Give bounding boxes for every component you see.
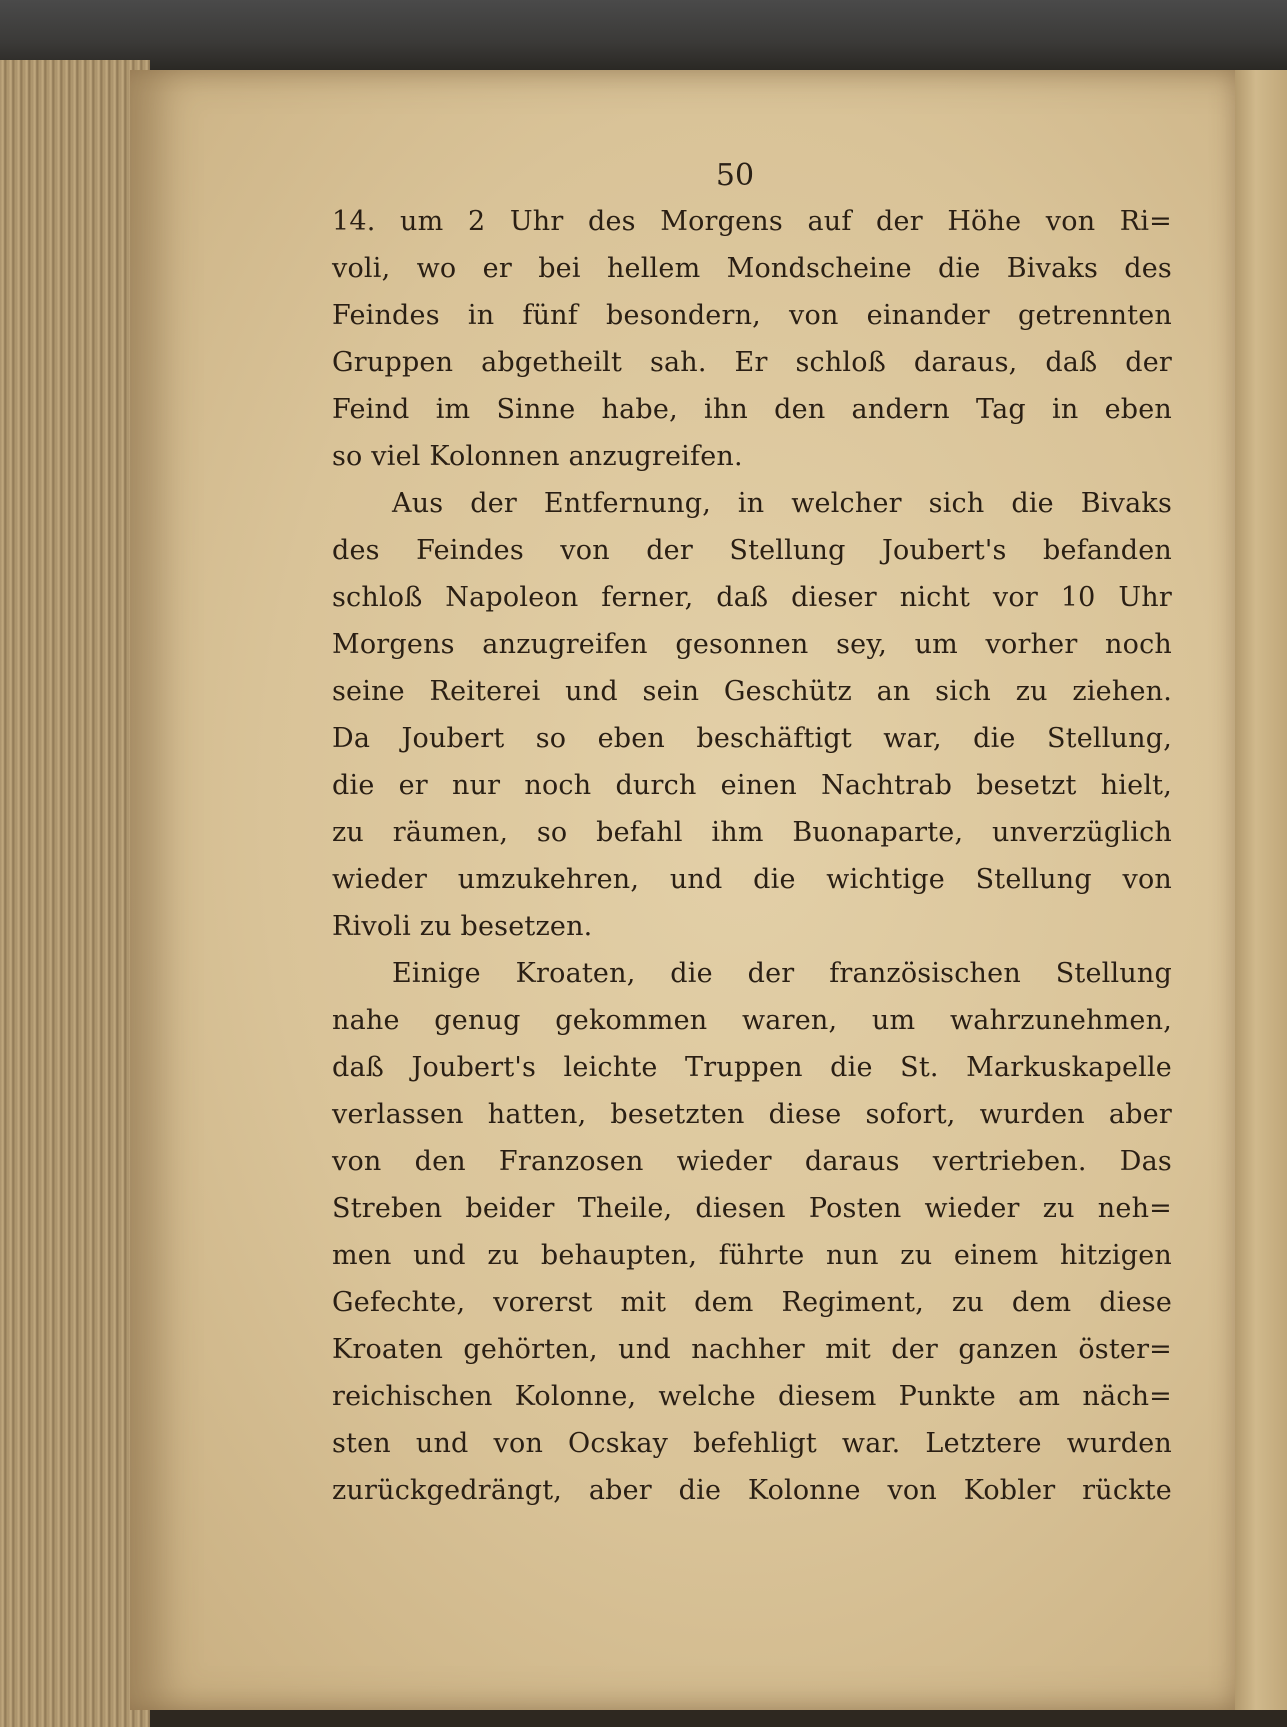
text-line: Kroaten gehörten, und nachher mit der ganzen öster= bbox=[332, 1334, 1172, 1365]
text-line: Streben beider Theile, diesen Posten wieder zu neh= bbox=[332, 1193, 1172, 1224]
text-line: schloß Napoleon ferner, daß dieser nicht vor 10 Uhr bbox=[332, 582, 1172, 613]
page-block-edge bbox=[0, 60, 150, 1727]
page-number: 50 bbox=[715, 158, 755, 193]
text-line: seine Reiterei und sein Geschütz an sich zu ziehen. bbox=[332, 676, 1172, 707]
text-line: Gruppen abgetheilt sah. Er schloß daraus, daß der bbox=[332, 347, 1172, 378]
body-text bbox=[332, 198, 1172, 1514]
text-line: Feind im Sinne habe, ihn den andern Tag in eben bbox=[332, 394, 1172, 425]
text-line: Gefechte, vorerst mit dem Regiment, zu dem diese bbox=[332, 1287, 1172, 1318]
text-line: 14. um 2 Uhr des Morgens auf der Höhe von Ri= bbox=[332, 206, 1172, 237]
text-line: men und zu behaupten, führte nun zu einem hitzigen bbox=[332, 1240, 1172, 1271]
text-line: voli, wo er bei hellem Mondscheine die Bivaks des bbox=[332, 253, 1172, 284]
text-line: wieder umzukehren, und die wichtige Stellung von bbox=[332, 864, 1172, 895]
facing-page-edge bbox=[1235, 70, 1287, 1710]
text-line: Rivoli zu besetzen. bbox=[332, 911, 593, 942]
text-line: Feindes in fünf besondern, von einander getrennten bbox=[332, 300, 1172, 331]
text-line: Morgens anzugreifen gesonnen sey, um vorher noch bbox=[332, 629, 1172, 660]
text-line: sten und von Ocskay befehligt war. Letztere wurden bbox=[332, 1428, 1172, 1459]
text-line: reichischen Kolonne, welche diesem Punkte am näch= bbox=[332, 1381, 1172, 1412]
text-line: verlassen hatten, besetzten diese sofort, wurden aber bbox=[332, 1099, 1172, 1130]
text-line: zu räumen, so befahl ihm Buonaparte, unverzüglich bbox=[332, 817, 1172, 848]
text-line: daß Joubert's leichte Truppen die St. Markuskapelle bbox=[332, 1052, 1172, 1083]
text-line: zurückgedrängt, aber die Kolonne von Kobler rückte bbox=[332, 1475, 1172, 1506]
text-line: Einige Kroaten, die der französischen Stellung bbox=[392, 958, 1172, 989]
text-line: nahe genug gekommen waren, um wahrzunehmen, bbox=[332, 1005, 1172, 1036]
text-line: Da Joubert so eben beschäftigt war, die Stellung, bbox=[332, 723, 1172, 754]
text-line: von den Franzosen wieder daraus vertrieben. Das bbox=[332, 1146, 1172, 1177]
text-line: die er nur noch durch einen Nachtrab besetzt hielt, bbox=[332, 770, 1172, 801]
text-line: so viel Kolonnen anzugreifen. bbox=[332, 441, 743, 472]
text-line: des Feindes von der Stellung Joubert's befanden bbox=[332, 535, 1172, 566]
text-line: Aus der Entfernung, in welcher sich die Bivaks bbox=[392, 488, 1172, 519]
book-binding bbox=[0, 0, 1287, 70]
